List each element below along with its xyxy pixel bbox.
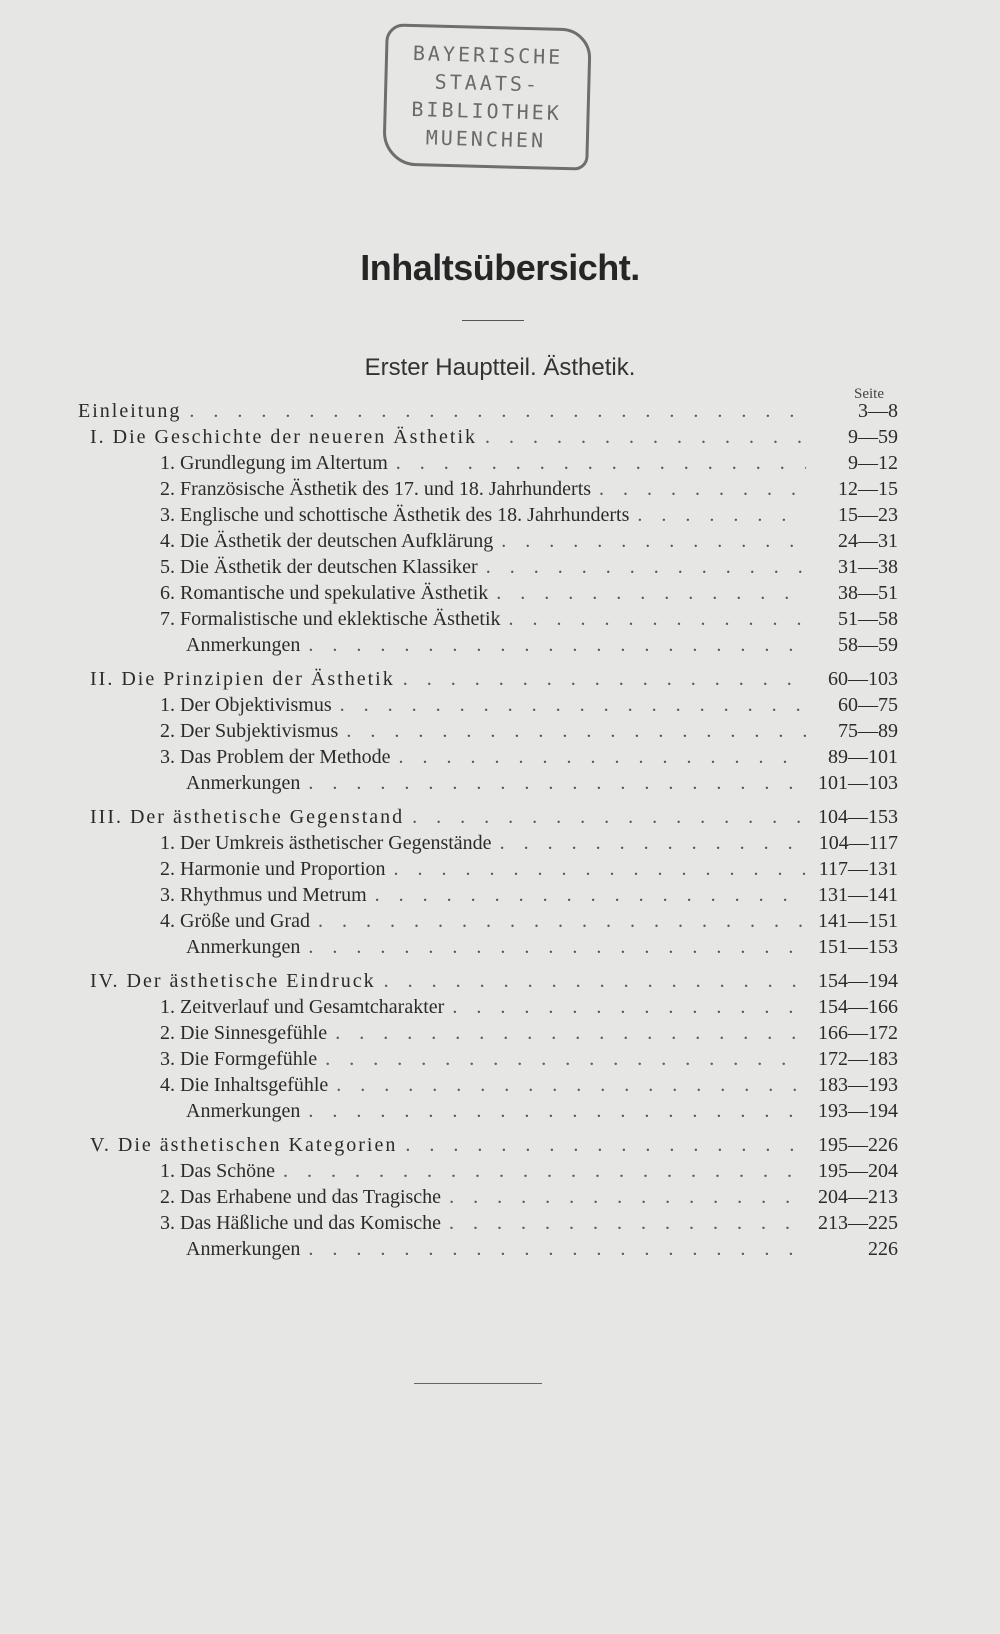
toc-entry-title: Französische Ästhetik des 17. und 18. Jahrhunderts	[180, 478, 592, 500]
toc-entry-title: Die ästhetischen Kategorien	[117, 1134, 398, 1156]
toc-section	[78, 968, 898, 994]
toc-entry-pages: 213—225	[818, 1212, 898, 1234]
toc-entry	[78, 908, 898, 934]
leader-dots	[318, 908, 806, 934]
library-stamp	[382, 23, 592, 170]
leader-dots	[308, 1098, 806, 1124]
toc-entry-pages: 60—75	[838, 694, 898, 716]
toc-entry-title: Grundlegung im Altertum	[180, 452, 388, 474]
leader-dots	[485, 424, 806, 450]
toc-entry-pages: 183—193	[818, 1074, 898, 1096]
toc-section	[78, 666, 898, 692]
leader-dots	[384, 968, 806, 994]
toc-entry-title: Formalistische und eklektische Ästhetik	[180, 608, 501, 630]
toc-entry-number: 2.	[160, 858, 175, 880]
toc-entry	[78, 632, 898, 658]
leader-dots	[486, 554, 806, 580]
leader-dots	[325, 1046, 806, 1072]
toc-entry-title: Die Geschichte der neueren Ästhetik	[112, 426, 477, 448]
toc-entry-number: 2.	[160, 1186, 175, 1208]
leader-dots	[509, 606, 807, 632]
toc-entry	[78, 718, 898, 744]
toc-entry-title: Zeitverlauf und Gesamtcharakter	[180, 996, 445, 1018]
toc-entry	[78, 528, 898, 554]
toc-entry	[78, 502, 898, 528]
toc-entry-pages: 9—59	[848, 426, 898, 448]
toc-entry-title: Die Ästhetik der deutschen Aufklärung	[180, 530, 494, 552]
toc-entry-number: 3.	[160, 504, 175, 526]
toc-entry-title: Einleitung	[78, 400, 182, 422]
toc-entry-title: Das Problem der Methode	[180, 746, 391, 768]
toc-entry-pages: 166—172	[818, 1022, 898, 1044]
toc-entry	[78, 580, 898, 606]
toc-entry-number: 5.	[160, 556, 175, 578]
leader-dots	[375, 882, 806, 908]
toc-entry-pages: 9—12	[848, 452, 898, 474]
toc-entry-pages: 226	[868, 1238, 898, 1260]
toc-entry-number: 4.	[160, 530, 175, 552]
leader-dots	[399, 744, 806, 770]
stamp-line: STAATS-	[434, 69, 541, 97]
toc-entry-pages: 104—117	[818, 832, 898, 854]
toc-entry	[78, 606, 898, 632]
toc-entry-title: Romantische und spekulative Ästhetik	[180, 582, 489, 604]
leader-dots	[637, 502, 806, 528]
toc-entry-title: Der Umkreis ästhetischer Gegenstände	[180, 832, 492, 854]
toc-entry	[78, 882, 898, 908]
toc-entry-pages: 3—8	[858, 400, 898, 422]
toc-entry-number: 1.	[160, 996, 175, 1018]
leader-dots	[449, 1184, 806, 1210]
toc-entry-pages: 154—194	[818, 970, 898, 992]
toc-entry	[78, 994, 898, 1020]
toc-entry-number: 3.	[160, 746, 175, 768]
leader-dots	[335, 1020, 806, 1046]
title-rule	[462, 320, 524, 321]
toc-entry-title: Der Subjektivismus	[180, 720, 339, 742]
toc-entry-number: 2.	[160, 720, 175, 742]
toc-section	[78, 1132, 898, 1158]
toc-entry-title: Der ästhetische Eindruck	[126, 970, 376, 992]
toc-entry-number: III.	[90, 806, 123, 828]
toc-entry-title: Das Häßliche und das Komische	[180, 1212, 442, 1234]
toc-entry-number: 4.	[160, 1074, 175, 1096]
toc-entry-pages: 141—151	[818, 910, 898, 932]
leader-dots	[394, 856, 806, 882]
leader-dots	[340, 692, 806, 718]
leader-dots	[308, 632, 806, 658]
toc-entry-pages: 12—15	[838, 478, 898, 500]
toc-entry	[78, 856, 898, 882]
leader-dots	[501, 528, 806, 554]
leader-dots	[403, 666, 806, 692]
toc-entry-title: Harmonie und Proportion	[180, 858, 386, 880]
toc-entry-pages: 75—89	[838, 720, 898, 742]
toc-entry-pages: 38—51	[838, 582, 898, 604]
toc-entry	[78, 830, 898, 856]
toc-entry-pages: 195—226	[818, 1134, 898, 1156]
leader-dots	[452, 994, 806, 1020]
toc-entry	[78, 692, 898, 718]
toc-entry-number: V.	[90, 1134, 111, 1156]
leader-dots	[189, 398, 806, 424]
toc-entry-pages: 89—101	[828, 746, 898, 768]
toc-entry-title: Der Objektivismus	[180, 694, 332, 716]
toc-entry-title: Anmerkungen	[186, 634, 301, 656]
toc-entry-title: Die Prinzipien der Ästhetik	[121, 668, 395, 690]
toc-entry	[78, 1210, 898, 1236]
toc-entry-title: Anmerkungen	[186, 1100, 301, 1122]
toc-entry	[78, 934, 898, 960]
leader-dots	[336, 1072, 806, 1098]
toc-entry-title: Der ästhetische Gegenstand	[129, 806, 405, 828]
toc-entry-pages: 154—166	[818, 996, 898, 1018]
leader-dots	[283, 1158, 806, 1184]
toc-entry-pages: 15—23	[838, 504, 898, 526]
toc-entry-number: 2.	[160, 478, 175, 500]
toc-entry-number: IV.	[90, 970, 120, 992]
toc-entry	[78, 398, 898, 424]
leader-dots	[599, 476, 806, 502]
toc-entry-title: Das Erhabene und das Tragische	[180, 1186, 442, 1208]
toc-entry-pages: 60—103	[828, 668, 898, 690]
toc-entry-title: Die Sinnesgefühle	[180, 1022, 328, 1044]
toc-entry-title: Die Ästhetik der deutschen Klassiker	[180, 556, 478, 578]
toc-entry-pages: 131—141	[818, 884, 898, 906]
part-heading: Erster Hauptteil. Ästhetik.	[364, 354, 636, 381]
toc-section	[78, 424, 898, 450]
toc-entry-pages: 58—59	[838, 634, 898, 656]
footer-rule	[414, 1383, 542, 1384]
leader-dots	[500, 830, 806, 856]
toc-entry-pages: 151—153	[818, 936, 898, 958]
toc-entry-title: Rhythmus und Metrum	[180, 884, 367, 906]
toc-entry-number: 7.	[160, 608, 175, 630]
toc-entry	[78, 1098, 898, 1124]
toc-entry-title: Anmerkungen	[186, 772, 301, 794]
toc-entry	[78, 1236, 898, 1262]
table-of-contents	[78, 398, 898, 1262]
toc-entry	[78, 1158, 898, 1184]
leader-dots	[308, 934, 806, 960]
leader-dots	[346, 718, 806, 744]
toc-entry	[78, 1184, 898, 1210]
toc-entry-title: Anmerkungen	[186, 1238, 301, 1260]
toc-section	[78, 804, 898, 830]
toc-entry-number: 1.	[160, 452, 175, 474]
toc-entry-pages: 117—131	[818, 858, 898, 880]
toc-entry-title: Die Inhaltsgefühle	[180, 1074, 329, 1096]
toc-entry-number: 3.	[160, 1212, 175, 1234]
toc-entry	[78, 1046, 898, 1072]
toc-entry-title: Größe und Grad	[180, 910, 310, 932]
toc-entry-number: II.	[90, 668, 115, 690]
toc-entry-pages: 104—153	[818, 806, 898, 828]
stamp-line: BAYERISCHE	[412, 41, 564, 69]
toc-entry-title: Das Schöne	[180, 1160, 275, 1182]
toc-entry-pages: 204—213	[818, 1186, 898, 1208]
toc-entry	[78, 554, 898, 580]
toc-entry-number: 1.	[160, 832, 175, 854]
stamp-line: MUENCHEN	[425, 125, 547, 153]
leader-dots	[308, 770, 806, 796]
toc-entry-pages: 101—103	[818, 772, 898, 794]
toc-entry-pages: 24—31	[838, 530, 898, 552]
leader-dots	[396, 450, 806, 476]
page-title: Inhaltsübersicht.	[360, 247, 640, 288]
toc-entry-number: 4.	[160, 910, 175, 932]
toc-entry-number: 1.	[160, 694, 175, 716]
toc-entry-number: I.	[90, 426, 106, 448]
toc-entry-title: Die Formgefühle	[180, 1048, 318, 1070]
toc-entry-number: 3.	[160, 1048, 175, 1070]
toc-entry	[78, 476, 898, 502]
toc-entry-title: Englische und schottische Ästhetik des 18. Jahrhunderts	[180, 504, 630, 526]
toc-entry	[78, 770, 898, 796]
toc-entry-pages: 51—58	[838, 608, 898, 630]
toc-entry-number: 3.	[160, 884, 175, 906]
leader-dots	[308, 1236, 806, 1262]
leader-dots	[449, 1210, 806, 1236]
toc-entry-number: 2.	[160, 1022, 175, 1044]
toc-entry-title: Anmerkungen	[186, 936, 301, 958]
leader-dots	[496, 580, 806, 606]
toc-entry-pages: 193—194	[818, 1100, 898, 1122]
leader-dots	[412, 804, 806, 830]
leader-dots	[405, 1132, 806, 1158]
toc-entry-pages: 172—183	[818, 1048, 898, 1070]
toc-entry-number: 1.	[160, 1160, 175, 1182]
toc-entry-pages: 31—38	[838, 556, 898, 578]
toc-entry	[78, 744, 898, 770]
toc-entry	[78, 450, 898, 476]
stamp-line: BIBLIOTHEK	[411, 97, 563, 125]
toc-entry-number: 6.	[160, 582, 175, 604]
page-column-label: Seite	[854, 386, 884, 402]
toc-entry-pages: 195—204	[818, 1160, 898, 1182]
toc-entry	[78, 1020, 898, 1046]
toc-entry	[78, 1072, 898, 1098]
